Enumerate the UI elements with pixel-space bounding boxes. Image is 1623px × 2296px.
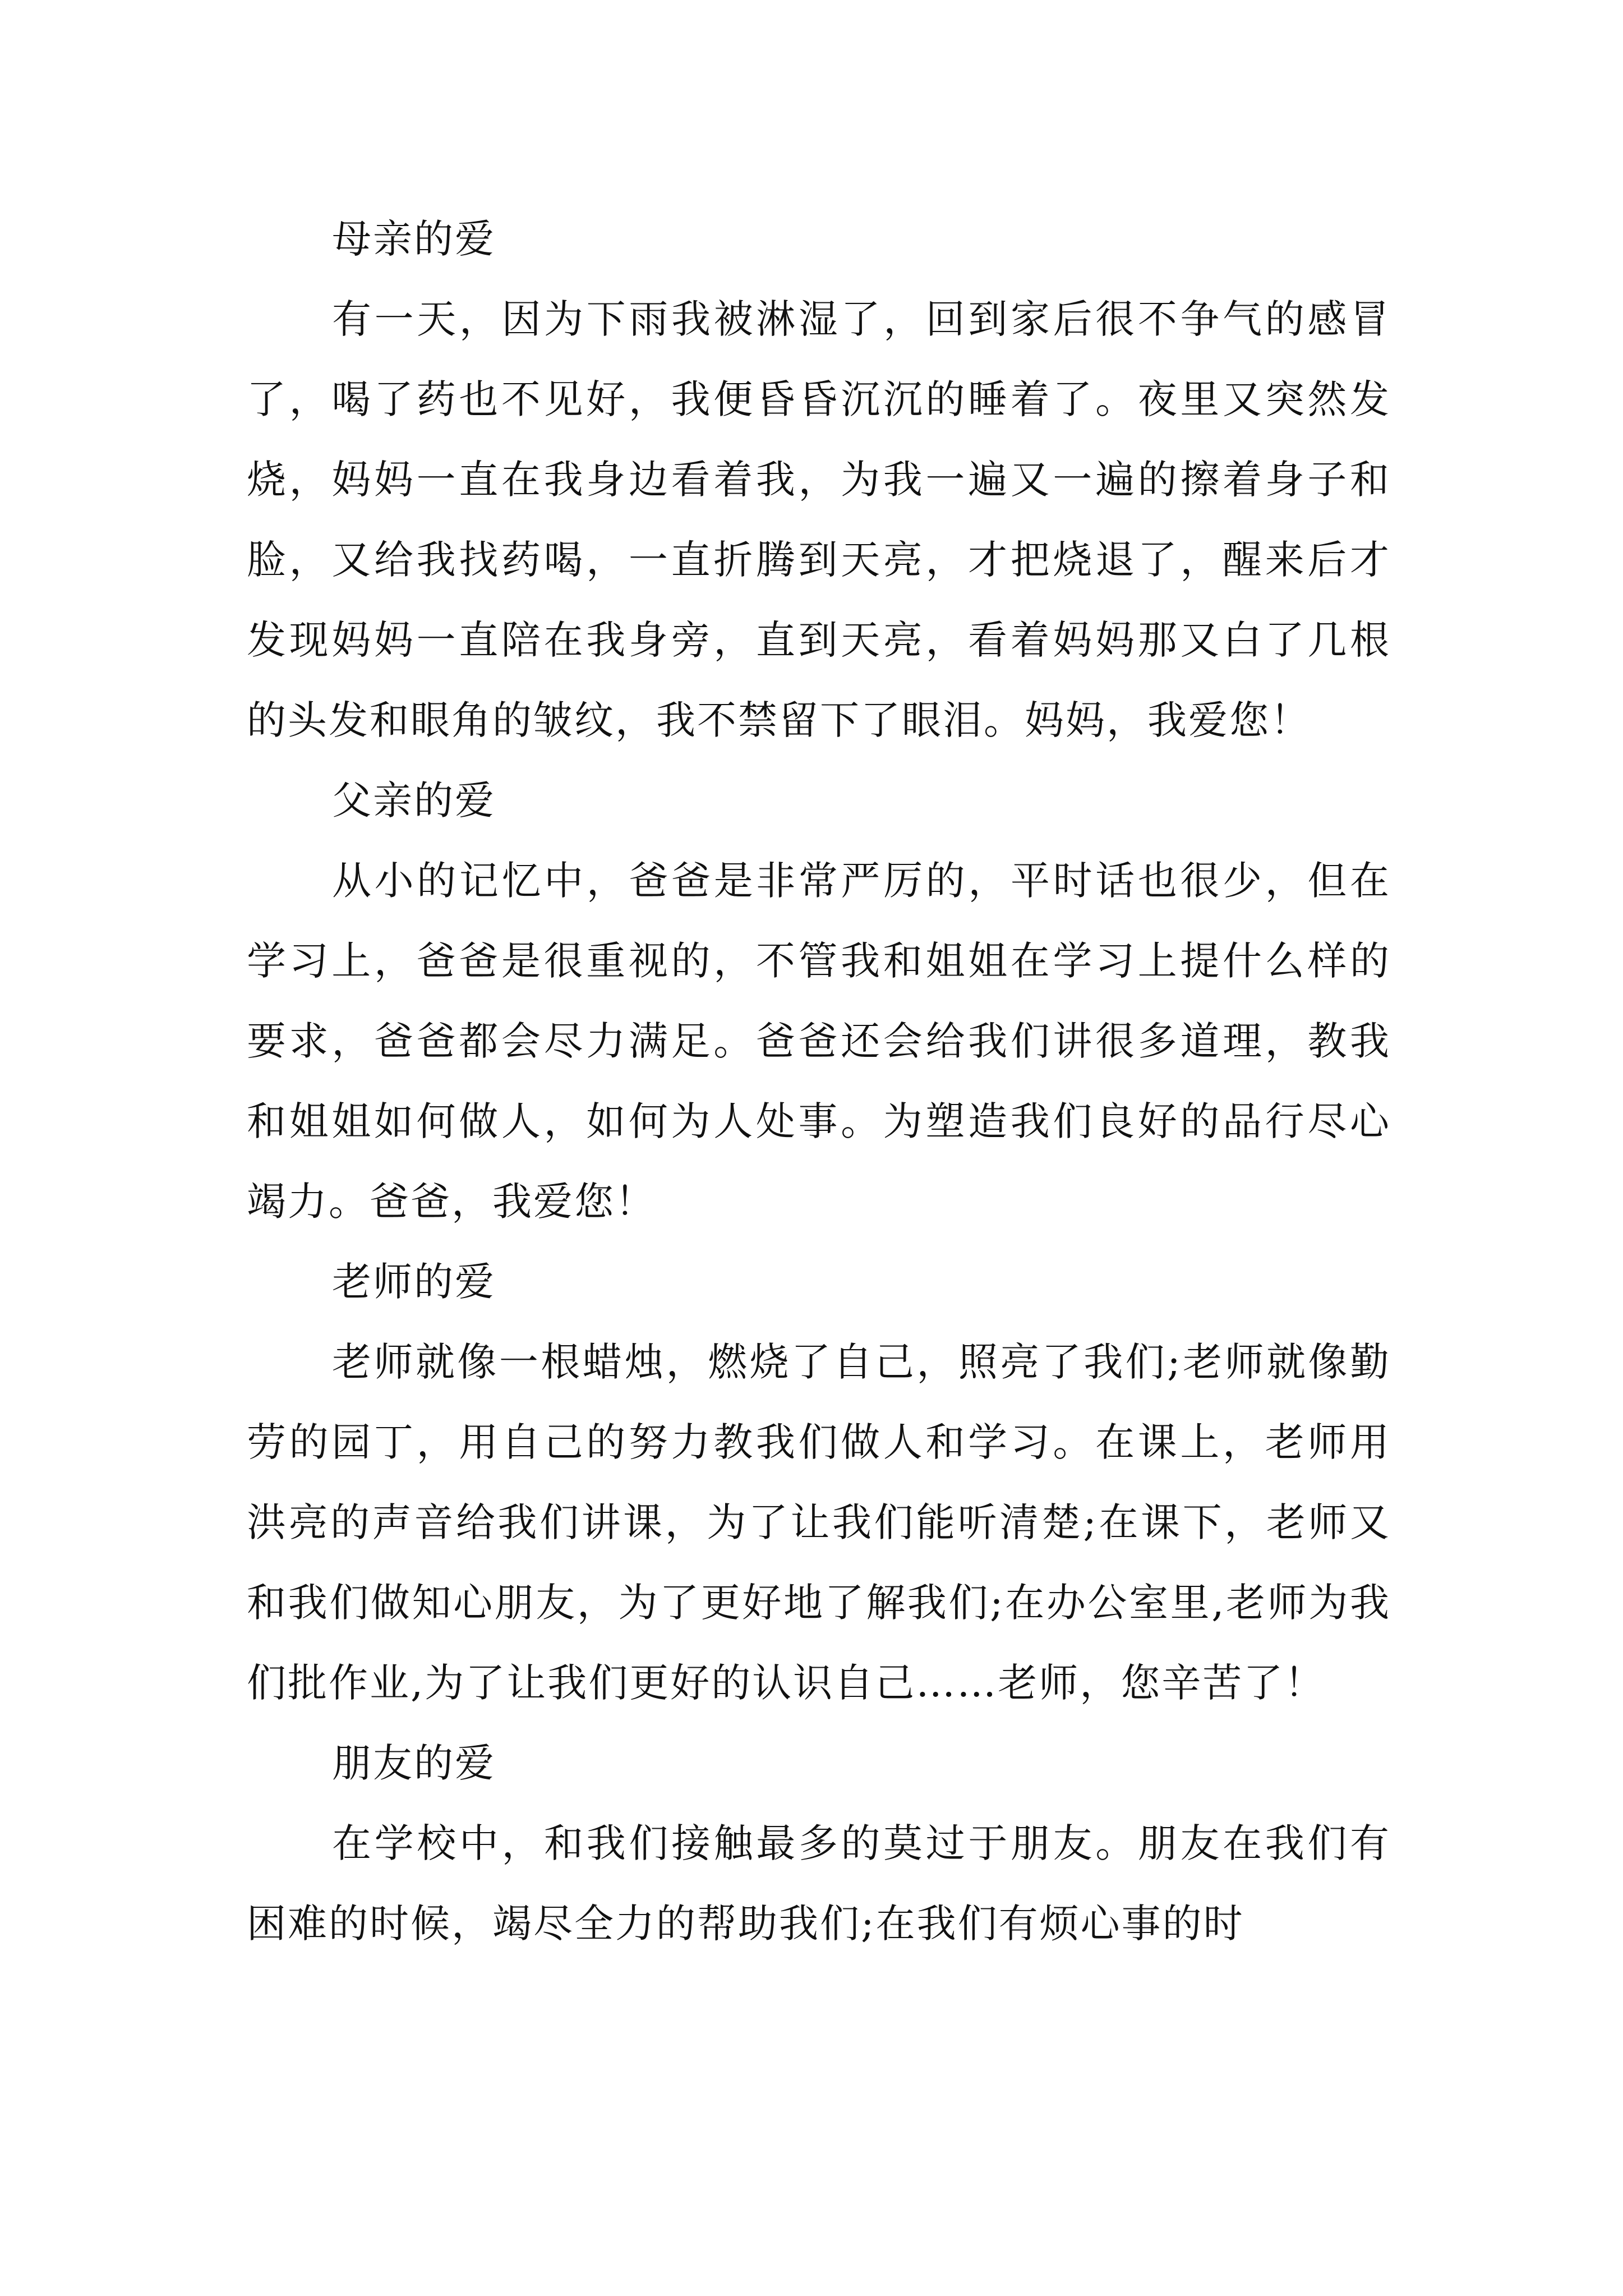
- document-content: [247, 199, 1391, 1964]
- section-body-friend: 在学校中，和我们接触最多的莫过于朋友。朋友在我们有困难的时候，竭尽全力的帮助我们;在我们有烦心事的时: [247, 1820, 1391, 1947]
- section-title-father: 父亲的爱: [332, 777, 496, 823]
- section-title-teacher: 老师的爱: [332, 1259, 496, 1305]
- section-title-friend: 朋友的爱: [332, 1740, 496, 1786]
- section-body-mother: 有一天，因为下雨我被淋湿了，回到家后很不争气的感冒了，喝了药也不见好，我便昏昏沉沉的睡着了。夜里又突然发烧，妈妈一直在我身边看着我，为我一遍又一遍的擦着身子和脸，又给我找药喝，一直折腾到天亮，才把烧退了，醒来后才发现妈妈一直陪在我身旁，直到天亮，看着妈妈那又白了几根的头发和眼角的皱纹，我不禁留下了眼泪。妈妈，我爱您！: [247, 296, 1391, 743]
- section-body-teacher: 老师就像一根蜡烛，燃烧了自己，照亮了我们;老师就像勤劳的园丁，用自己的努力教我们做人和学习。在课上，老师用洪亮的声音给我们讲课，为了让我们能听清楚;在课下，老师又和我们做知心朋友，为了更好地了解我们;在办公室里,老师为我们批作业,为了让我们更好的认识自己……老师，您辛苦了！: [247, 1339, 1391, 1706]
- section-title-mother: 母亲的爱: [332, 216, 496, 262]
- section-body-father: 从小的记忆中，爸爸是非常严厉的，平时话也很少，但在学习上，爸爸是很重视的，不管我和姐姐在学习上提什么样的要求，爸爸都会尽力满足。爸爸还会给我们讲很多道理，教我和姐姐如何做人，如何为人处事。为塑造我们良好的品行尽心竭力。爸爸，我爱您！: [247, 858, 1391, 1225]
